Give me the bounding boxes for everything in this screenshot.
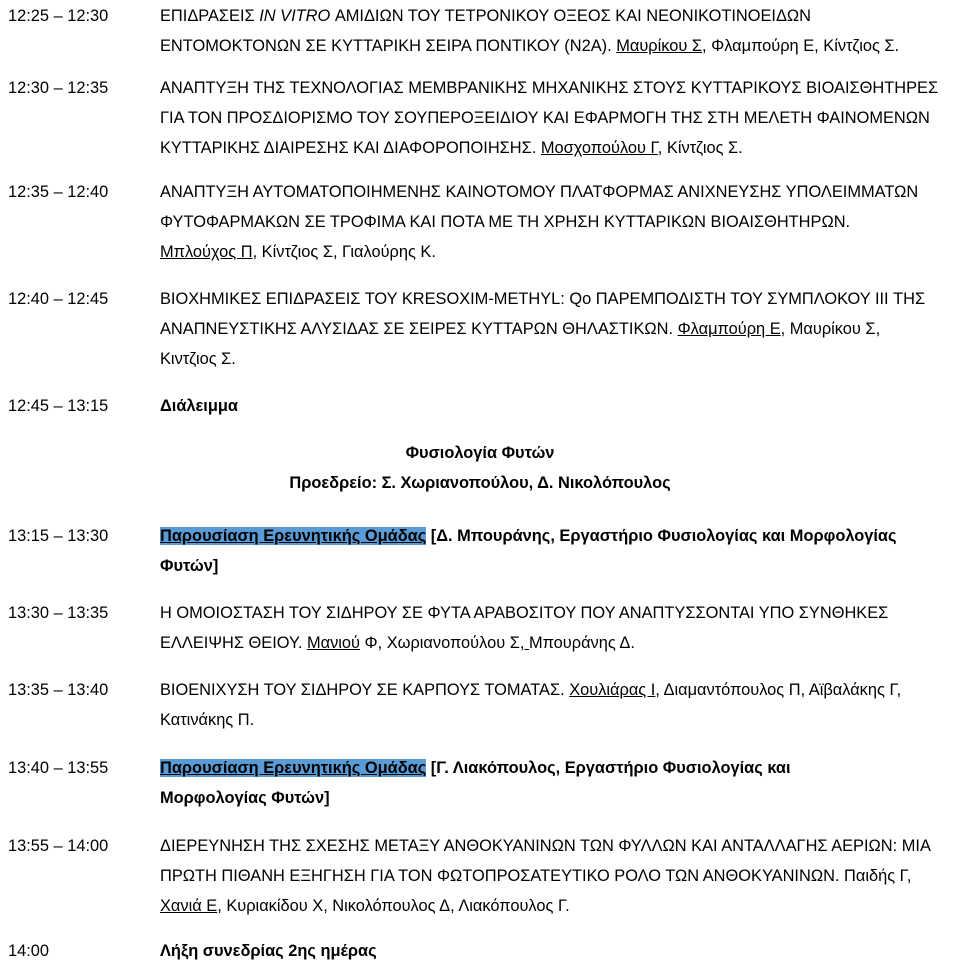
- time-slot: 12:30 – 12:35: [8, 79, 109, 97]
- talk-title-line: ΑΝΑΠΤΥΞΗ ΤΗΣ ΤΕΧΝΟΛΟΓΙΑΣ ΜΕΜΒΡΑΝΙΚΗΣ ΜΗΧΑΝΙΚΗΣ ΣΤΟΥΣ ΚΥΤΤΑΡΙΚΟΥΣ ΒΙΟΑΙΣΘΗΤΗΡΕΣ: [160, 79, 939, 97]
- time-slot: 13:40 – 13:55: [8, 759, 109, 777]
- talk-title-line: ΕΛΛΕΙΨΗΣ ΘΕΙΟΥ. Μανιού Φ, Χωριανοπούλου Σ, Μπουράνης Δ.: [160, 634, 635, 652]
- group-presentation-highlight: Παρουσίαση Ερευνητικής Ομάδας: [160, 527, 427, 545]
- time-slot: 12:40 – 12:45: [8, 290, 109, 308]
- group-presentation-highlight: Παρουσίαση Ερευνητικής Ομάδας: [160, 759, 427, 777]
- authors-line: [160, 237, 955, 267]
- co-authors: , Κίντζιος Σ, Γιαλούρης Κ.: [252, 243, 436, 261]
- co-authors: , Κίντζιος Σ.: [657, 139, 743, 157]
- talk-title-line: ΓΙΑ ΤΟΝ ΠΡΟΣΔΙΟΡΙΣΜΟ ΤΟΥ ΣΟΥΠΕΡΟΞΕΙΔΙΟΥ ΚΑΙ ΕΦΑΡΜΟΓΗ ΤΗΣ ΣΤΗ ΜΕΛΕΤΗ ΦΑΙΝΟΜΕΝΩΝ: [160, 109, 930, 127]
- talk-title-line: ΒΙΟΧΗΜΙΚΕΣ ΕΠΙΔΡΑΣΕΙΣ ΤΟΥ KRESOXIM-METHYL: Qo ΠΑΡΕΜΠΟΔΙΣΤΗ ΤΟΥ ΣΥΜΠΛΟΚΟΥ III ΤΗΣ: [160, 290, 926, 308]
- presenting-author: Φλαμπούρη Ε: [677, 320, 781, 338]
- time-slot: 14:00: [8, 942, 50, 960]
- presenting-author: Χουλιάρας Ι: [569, 681, 656, 699]
- talk-details: [160, 675, 955, 735]
- time-slot: 13:15 – 13:30: [8, 527, 109, 545]
- time-slot: 13:35 – 13:40: [8, 681, 109, 699]
- break-label: Διάλειμμα: [160, 397, 238, 415]
- time-slot: 12:25 – 12:30: [8, 7, 109, 25]
- co-authors: , Μαυρίκου Σ,: [780, 320, 881, 338]
- talk-details: [160, 521, 955, 581]
- talk-title-line: ΒΙΟΕΝΙΧΥΣΗ ΤΟΥ ΣΙΔΗΡΟΥ ΣΕ ΚΑΡΠΟΥΣ ΤΟΜΑΤΑΣ. Χουλιάρας Ι, Διαμαντόπουλος Π, Αϊβαλάκης Γ,: [160, 681, 902, 699]
- talk-title-line: ΕΝΤΟΜΟΚΤΟΝΩΝ ΣΕ ΚΥΤΤΑΡΙΚΗ ΣΕΙΡΑ ΠΟΝΤΙΚΟΥ (N2A). Μαυρίκου Σ, Φλαμπούρη Ε, Κίντζιος Σ.: [160, 37, 900, 55]
- section-title: Φυσιολογία Φυτών: [405, 444, 555, 462]
- talk-title-line: Η ΟΜΟΙΟΣΤΑΣΗ ΤΟΥ ΣΙΔΗΡΟΥ ΣΕ ΦΥΤΑ ΑΡΑΒΟΣΙΤΟΥ ΠΟΥ ΑΝΑΠΤΥΣΣΟΝΤΑΙ ΥΠΟ ΣΥΝΘΗΚΕΣ: [160, 604, 889, 622]
- talk-title-line: ΕΠΙΔΡΑΣΕΙΣ IN VITRO ΑΜΙΔΙΩΝ ΤΟΥ ΤΕΤΡΟΝΙΚΟΥ ΟΞΕΟΣ ΚΑΙ ΝΕΟΝΙΚΟΤΙΝΟΕΙΔΩΝ: [160, 7, 812, 25]
- talk-details: [160, 1, 955, 61]
- authors-line: Κιντζιος Σ.: [160, 350, 236, 368]
- talk-details: [160, 73, 955, 163]
- talk-details: [160, 284, 955, 374]
- time-slot: 12:35 – 12:40: [8, 183, 109, 201]
- group-presentation-line: Παρουσίαση Ερευνητικής Ομάδας [Γ. Λιακόπουλος, Εργαστήριο Φυσιολογίας και: [160, 759, 791, 777]
- group-presentation-line: Φυτών]: [160, 557, 219, 575]
- talk-title-line: ΔΙΕΡΕΥΝΗΣΗ ΤΗΣ ΣΧΕΣΗΣ ΜΕΤΑΞΥ ΑΝΘΟΚΥΑΝΙΝΩΝ ΤΩΝ ΦΥΛΛΩΝ ΚΑΙ ΑΝΤΑΛΛΑΓΗΣ ΑΕΡΙΩΝ: ΜΙΑ: [160, 837, 931, 855]
- co-authors: , Διαμαντόπουλος Π, Αϊβαλάκης Γ,: [655, 681, 902, 699]
- talk-title-line: ΠΡΩΤΗ ΠΙΘΑΝΗ ΕΞΗΓΗΣΗ ΓΙΑ ΤΟΝ ΦΩΤΟΠΡΟΣΑΤΕΥΤΙΚΟ ΡΟΛΟ ΤΩΝ ΑΝΘΟΚΥΑΝΙΝΩΝ. Παιδής Γ,: [160, 867, 912, 885]
- presenting-author: Μπλούχος Π: [160, 243, 253, 261]
- end-label: Λήξη συνεδρίας 2ης ημέρας: [160, 942, 377, 960]
- group-presentation-line: Μορφολογίας Φυτών]: [160, 789, 330, 807]
- co-authors: , Φλαμπούρη Ε, Κίντζιος Σ.: [702, 37, 900, 55]
- talk-title-line: ΑΝΑΠΤΥΞΗ ΑΥΤΟΜΑΤΟΠΟΙΗΜΕΝΗΣ ΚΑΙΝΟΤΟΜΟΥ ΠΛΑΤΦΟΡΜΑΣ ΑΝΙΧΝΕΥΣΗΣ ΥΠΟΛΕΙΜΜΑΤΩΝ: [160, 183, 919, 201]
- talk-details: [160, 753, 955, 813]
- authors-line: [160, 891, 955, 921]
- talk-details: [160, 831, 955, 921]
- talk-details: [160, 177, 955, 267]
- section-chairs: Προεδρείο: Σ. Χωριανοπούλου, Δ. Νικολόπουλος: [289, 474, 671, 492]
- time-slot: 13:55 – 14:00: [8, 837, 109, 855]
- co-authors: , Κυριακίδου Χ, Νικολόπουλος Δ, Λιακόπουλος Γ.: [217, 897, 570, 915]
- time-slot: 12:45 – 13:15: [8, 397, 109, 415]
- authors-line: Κατινάκης Π.: [160, 711, 255, 729]
- presenting-author: Μοσχοπούλου Γ: [540, 139, 658, 157]
- time-slot: 13:30 – 13:35: [8, 604, 109, 622]
- talk-title-line: ΦΥΤΟΦΑΡΜΑΚΩΝ ΣΕ ΤΡΟΦΙΜΑ ΚΑΙ ΠΟΤΑ ΜΕ ΤΗ ΧΡΗΣΗ ΚΥΤΤΑΡΙΚΩΝ ΒΙΟΑΙΣΘΗΤΗΡΩΝ.: [160, 213, 851, 231]
- presenting-author: Μανιού: [306, 634, 360, 652]
- group-presentation-line: Παρουσίαση Ερευνητικής Ομάδας [Δ. Μπουράνης, Εργαστήριο Φυσιολογίας και Μορφολογίας: [160, 527, 897, 545]
- talk-details: [160, 598, 955, 658]
- presenting-author: Μαυρίκου Σ: [616, 37, 703, 55]
- talk-title-line: ΑΝΑΠΝΕΥΣΤΙΚΗΣ ΑΛΥΣΙΔΑΣ ΣΕ ΣΕΙΡΕΣ ΚΥΤΤΑΡΩΝ ΘΗΛΑΣΤΙΚΩΝ. Φλαμπούρη Ε, Μαυρίκου Σ,: [160, 320, 881, 338]
- presenting-author: Χανιά Ε: [160, 897, 218, 915]
- talk-title-line: ΚΥΤΤΑΡΙΚΗΣ ΔΙΑΙΡΕΣΗΣ ΚΑΙ ΔΙΑΦΟΡΟΠΟΙΗΣΗΣ. Μοσχοπούλου Γ, Κίντζιος Σ.: [160, 139, 743, 157]
